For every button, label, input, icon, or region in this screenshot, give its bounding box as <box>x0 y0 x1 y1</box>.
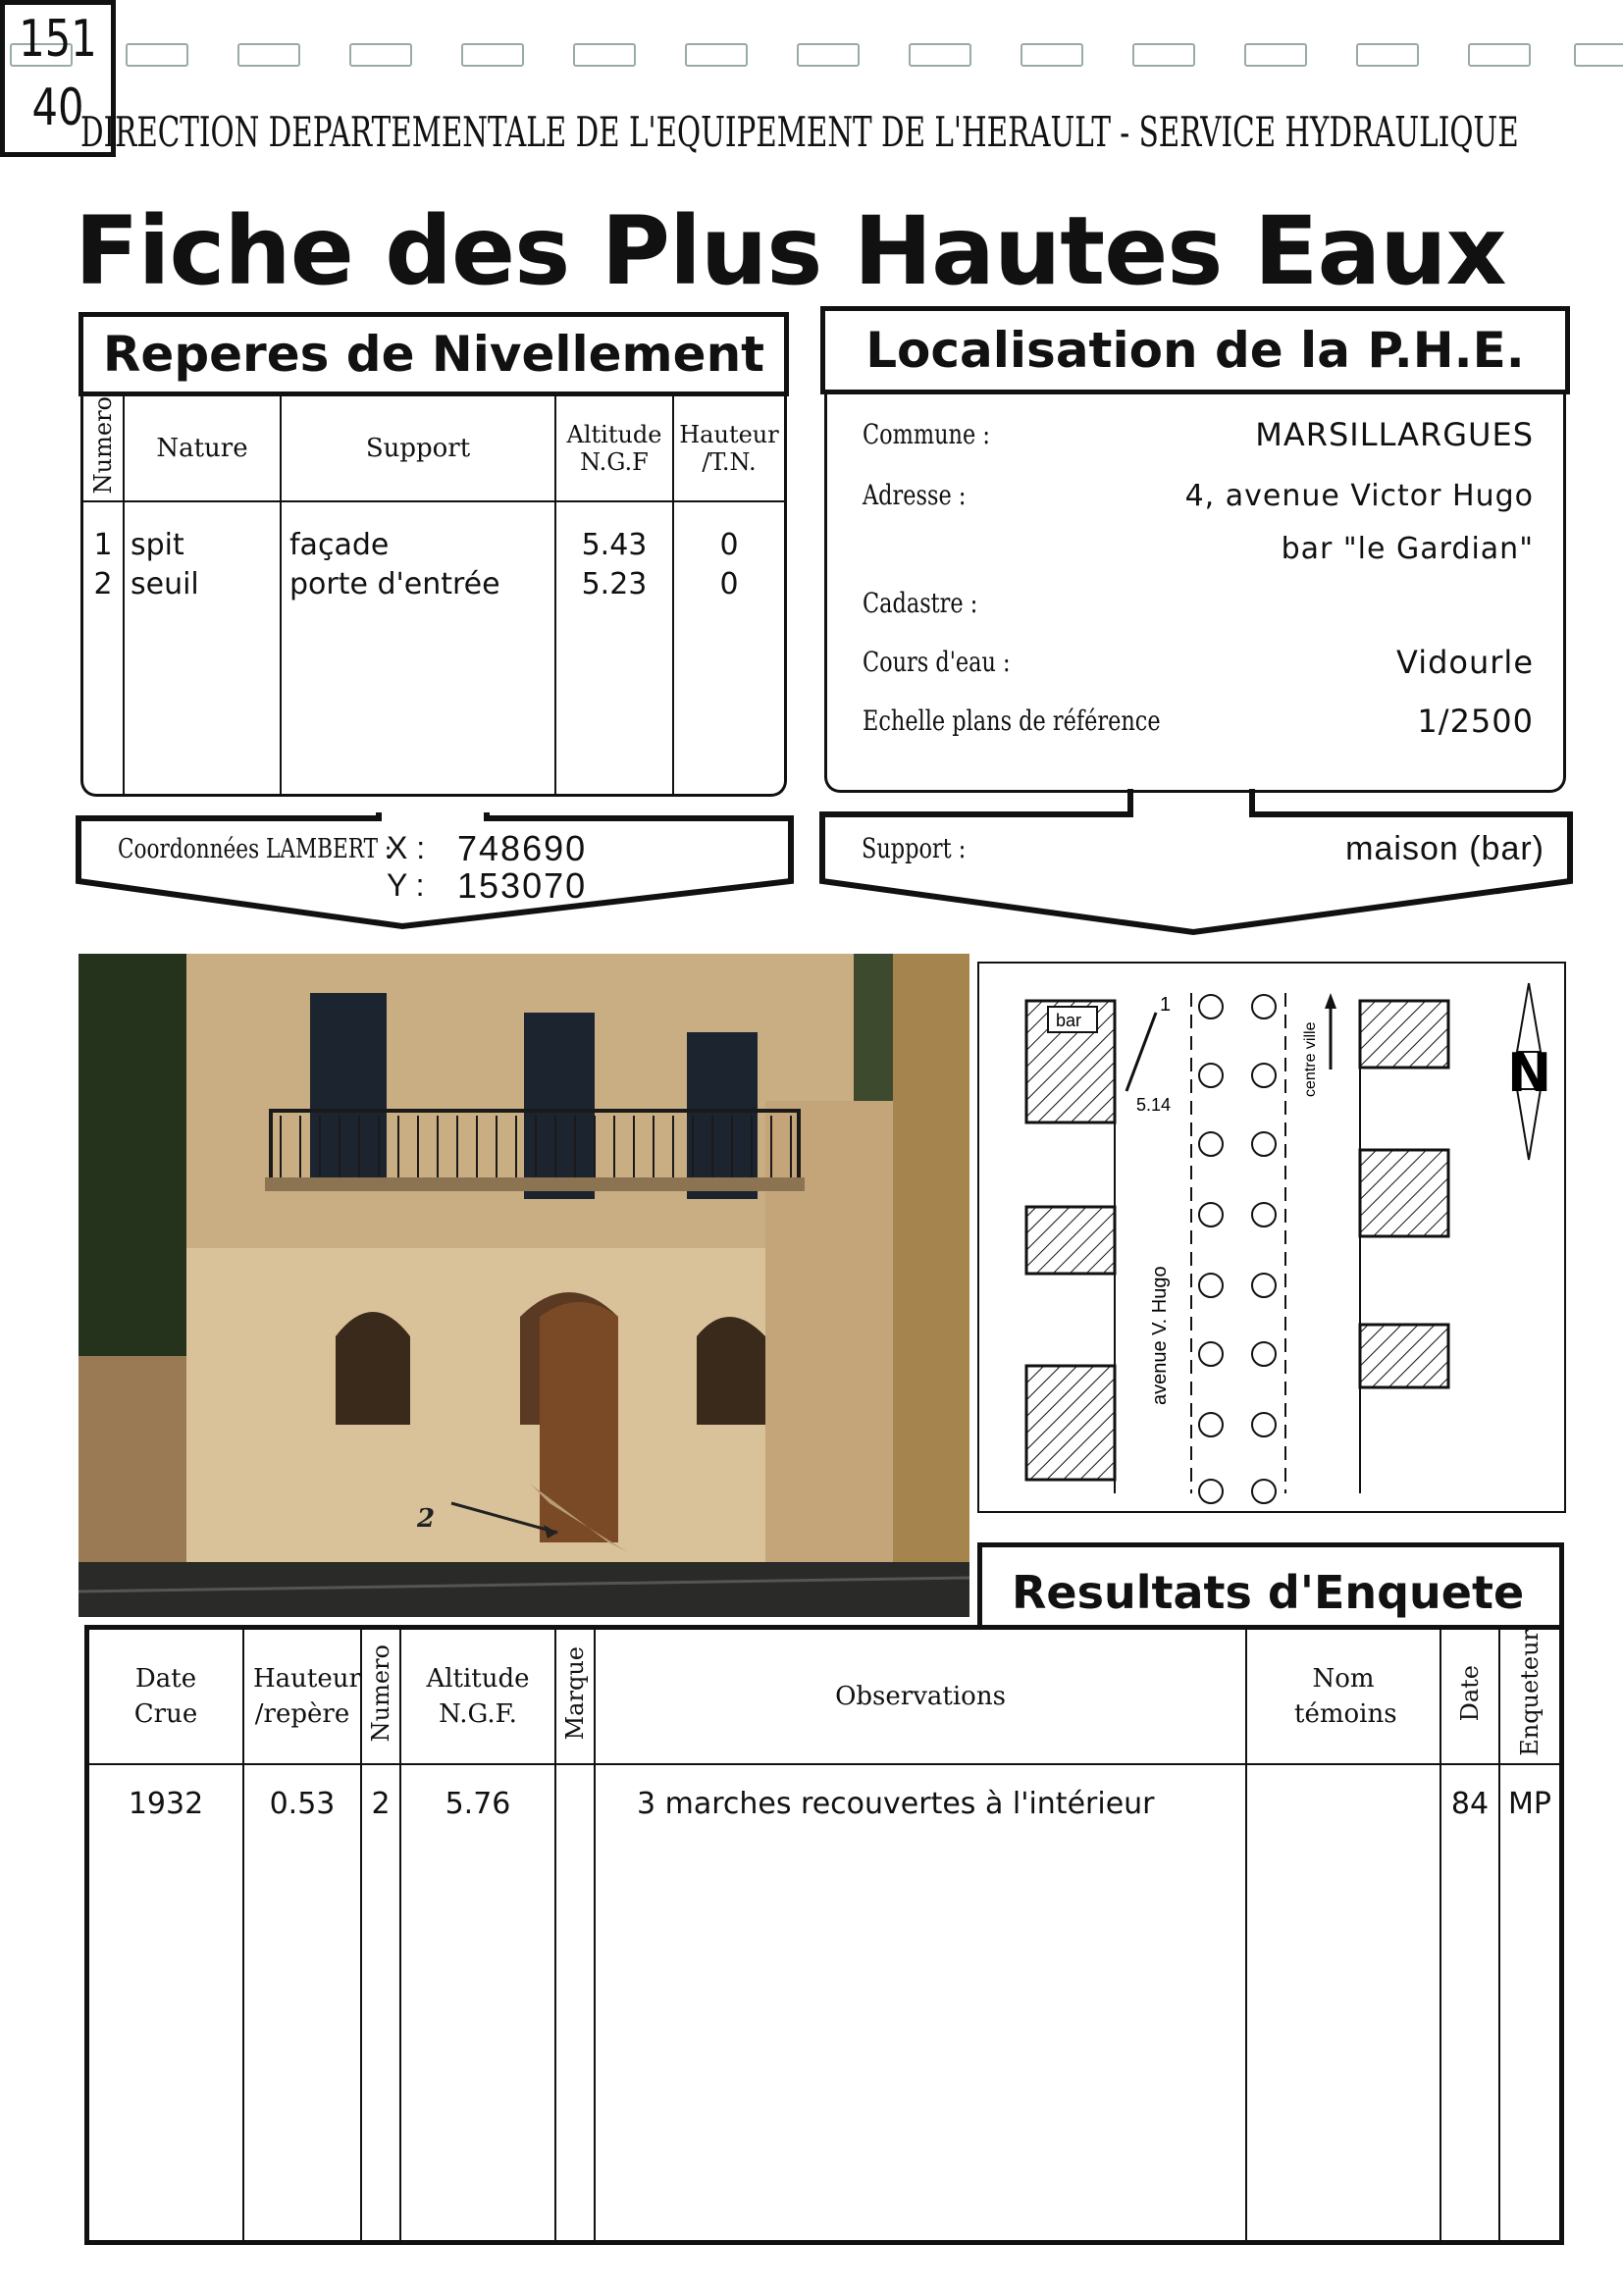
building-photo <box>79 954 969 1617</box>
lambert-y-value: 153070 <box>457 865 588 906</box>
row-marque <box>555 1764 595 2240</box>
col-observations: Observations <box>595 1630 1246 1764</box>
col-hauteur: Hauteur /T.N. <box>673 396 784 501</box>
row-enqueteur: MP <box>1508 1786 1551 1821</box>
site-plan <box>977 962 1566 1513</box>
reperes-row-nature: spit <box>131 528 184 563</box>
reperes-row-num: 2 <box>93 567 113 602</box>
reperes-heading <box>79 312 789 396</box>
row-numero: 2 <box>361 1764 400 2240</box>
direction-header: DIRECTION DEPARTEMENTALE DE L'EQUIPEMENT DE L'HERAULT - SERVICE HYDRAULIQUE <box>80 108 1519 156</box>
support-banner <box>816 785 1576 942</box>
site-plan-drawing <box>979 964 1568 1515</box>
lambert-label: Coordonnées LAMBERT : <box>118 834 393 864</box>
col-support: Support <box>281 396 555 501</box>
localisation-heading <box>820 306 1570 394</box>
resultats-heading <box>977 1542 1564 1629</box>
col-date-crue: Date Crue <box>89 1630 243 1764</box>
support-value: maison (bar) <box>1345 830 1544 867</box>
commune-label: Commune : <box>863 418 990 450</box>
reperes-table <box>83 396 784 794</box>
reperes-row-num: 1 <box>93 528 113 563</box>
echelle-value: 1/2500 <box>1417 703 1534 740</box>
reperes-panel <box>80 396 787 797</box>
resultats-title: Resultats d'Enquete <box>1012 1566 1525 1619</box>
adresse-line2: bar "le Gardian" <box>1281 532 1534 566</box>
reperes-row-altitude: 5.23 <box>581 567 648 602</box>
reperes-row-support: façade <box>289 528 390 563</box>
commune-value: MARSILLARGUES <box>1255 416 1534 453</box>
plan-north: N <box>1507 1042 1552 1104</box>
reperes-row-hauteur: 0 <box>719 567 739 602</box>
photo-marker: 2 <box>417 1504 436 1534</box>
reperes-row-hauteur: 0 <box>719 528 739 563</box>
localisation-panel <box>824 394 1566 793</box>
plan-street-label: avenue V. Hugo <box>1149 1266 1171 1405</box>
building-photo-drawing <box>79 954 969 1617</box>
row-date: 84 <box>1440 1764 1499 2240</box>
resultats-panel <box>84 1625 1564 2245</box>
reperes-row-nature: seuil <box>131 567 199 602</box>
cours-label: Cours d'eau : <box>863 646 1011 678</box>
localisation-title: Localisation de la P.H.E. <box>865 322 1525 379</box>
lambert-x-label: X : <box>387 830 426 865</box>
lambert-y-label: Y : <box>387 867 425 903</box>
row-date-crue: 1932 <box>89 1764 243 2240</box>
reperes-title: Reperes de Nivellement <box>102 326 765 383</box>
reperes-row-support: porte d'entrée <box>289 567 500 602</box>
reference-box <box>0 0 116 157</box>
resultats-table <box>89 1630 1559 2240</box>
row-temoins <box>1246 1764 1440 2240</box>
plan-level: 5.14 <box>1136 1095 1172 1115</box>
reference-top: 151 <box>19 10 97 69</box>
echelle-label: Echelle plans de référence <box>863 704 1161 737</box>
col-marque: Marque <box>555 1630 595 1764</box>
page-title: Fiche des Plus Hautes Eaux <box>75 196 1506 306</box>
col-hauteur-repere: Hauteur /repère <box>243 1630 361 1764</box>
cours-value: Vidourle <box>1396 644 1534 681</box>
col-numero: Numero <box>361 1630 400 1764</box>
support-label: Support : <box>862 832 967 864</box>
plan-marker: 1 <box>1160 994 1172 1016</box>
reference-bottom: 40 <box>31 78 84 137</box>
col-nature: Nature <box>124 396 281 501</box>
col-temoins: Nom témoins <box>1246 1630 1440 1764</box>
reperes-row-altitude: 5.43 <box>581 528 648 563</box>
lambert-banner <box>75 809 795 936</box>
row-altitude: 5.76 <box>400 1764 555 2240</box>
table-row <box>89 1764 1559 2240</box>
col-altitude: Altitude N.G.F <box>555 396 673 501</box>
row-hauteur: 0.53 <box>243 1764 361 2240</box>
plan-bar-label: bar <box>1056 1011 1082 1030</box>
row-observations: 3 marches recouvertes à l'intérieur <box>595 1764 1246 2240</box>
col-altitude: Altitude N.G.F. <box>400 1630 555 1764</box>
plan-centre-label: centre ville <box>1302 1021 1319 1097</box>
binding-holes <box>0 35 1623 65</box>
cadastre-label: Cadastre : <box>863 587 978 619</box>
lambert-x-value: 748690 <box>457 828 588 868</box>
col-enqueteur: Enqueteur <box>1499 1630 1559 1764</box>
lambert-banner-shape <box>75 809 795 936</box>
col-numero: Numero <box>83 396 124 501</box>
adresse-line1: 4, avenue Victor Hugo <box>1184 479 1534 513</box>
col-date: Date <box>1440 1630 1499 1764</box>
adresse-label: Adresse : <box>863 479 967 511</box>
